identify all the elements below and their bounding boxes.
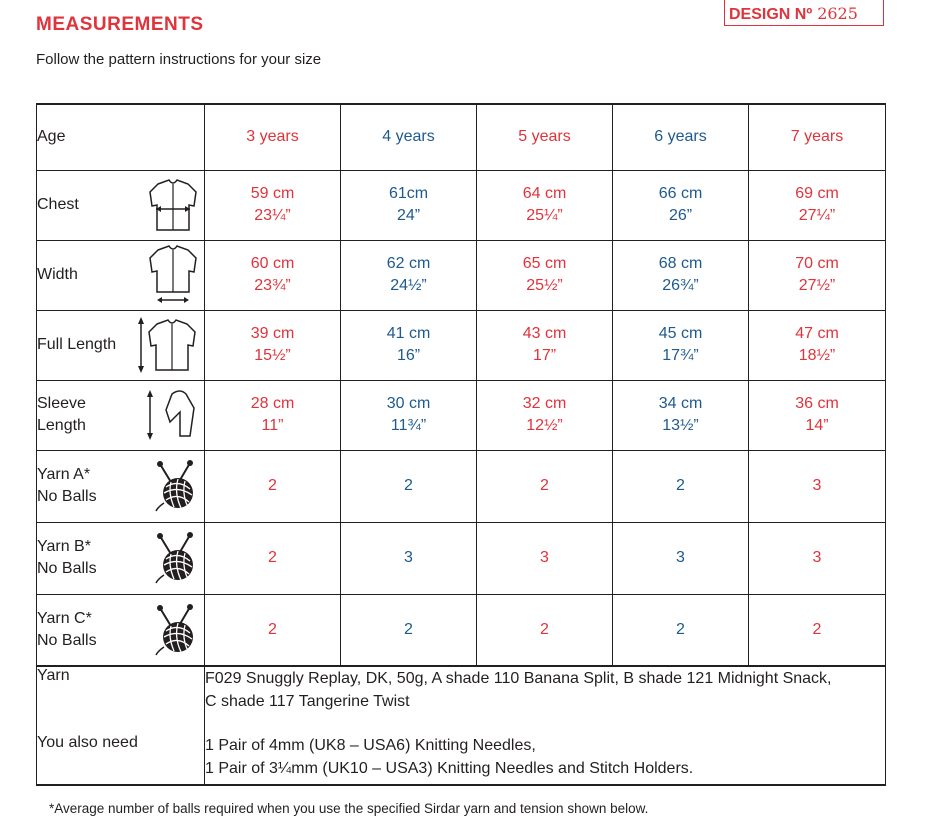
yarn-count-cell: 3 bbox=[749, 450, 886, 522]
measure-cell: 69 cm 27¼” bbox=[749, 170, 886, 240]
sleeve-length-row bbox=[37, 380, 886, 450]
full-length-row bbox=[37, 310, 886, 380]
yarn-count-cell: 2 bbox=[205, 594, 341, 666]
yarn-count-cell: 2 bbox=[205, 522, 341, 594]
row-label: Chest bbox=[37, 196, 79, 213]
measure-cell: 64 cm 25¼” bbox=[477, 170, 613, 240]
yarn-c-label-cell bbox=[37, 594, 205, 666]
measurements-table bbox=[36, 103, 886, 786]
row-label: Width bbox=[37, 266, 78, 283]
yarn-count-cell: 2 bbox=[749, 594, 886, 666]
row-label: Full Length bbox=[37, 336, 117, 353]
measure-cell: 32 cm 12½” bbox=[477, 380, 613, 450]
page-title: MEASUREMENTS bbox=[36, 14, 204, 35]
measure-cell: 28 cm 11” bbox=[205, 380, 341, 450]
footnote: *Average number of balls required when you use the specified Sirdar yarn and tension shown below. bbox=[49, 801, 649, 816]
yarn-count-cell: 2 bbox=[341, 594, 477, 666]
row-label: Yarn A* No Balls bbox=[37, 466, 97, 505]
full-length-label-cell bbox=[37, 310, 205, 380]
yarn-count-cell: 3 bbox=[749, 522, 886, 594]
yarn-count-cell: 3 bbox=[613, 522, 749, 594]
yarn-a-label-cell bbox=[37, 450, 205, 522]
measure-cell: 47 cm 18½” bbox=[749, 310, 886, 380]
yarn-count-cell: 3 bbox=[477, 522, 613, 594]
yarn-b-label-cell bbox=[37, 522, 205, 594]
yarn-count-cell: 3 bbox=[341, 522, 477, 594]
yarn-count-cell: 2 bbox=[341, 450, 477, 522]
measure-cell: 65 cm 25½” bbox=[477, 240, 613, 310]
yarn-ball-icon bbox=[154, 603, 198, 657]
also-need-row bbox=[37, 724, 886, 785]
yarn-count-cell: 2 bbox=[613, 594, 749, 666]
yarn-count-cell: 2 bbox=[205, 450, 341, 522]
yarn-count-cell: 2 bbox=[477, 450, 613, 522]
width-cardigan-icon bbox=[148, 244, 198, 306]
yarn-count-cell: 2 bbox=[477, 594, 613, 666]
measure-cell: 60 cm 23¾” bbox=[205, 240, 341, 310]
measure-cell: 36 cm 14” bbox=[749, 380, 886, 450]
size-header: 6 years bbox=[613, 104, 749, 170]
yarn-info-row bbox=[37, 666, 886, 724]
age-label: Age bbox=[37, 104, 205, 170]
yarn-c-row bbox=[37, 594, 886, 666]
yarn-a-row bbox=[37, 450, 886, 522]
row-label: Yarn C* No Balls bbox=[37, 609, 97, 649]
size-header: 5 years bbox=[477, 104, 613, 170]
full-length-cardigan-icon bbox=[136, 314, 198, 376]
measure-cell: 68 cm 26¾” bbox=[613, 240, 749, 310]
measure-cell: 41 cm 16” bbox=[341, 310, 477, 380]
size-header: 3 years bbox=[205, 104, 341, 170]
width-label-cell bbox=[37, 240, 205, 310]
yarn-b-row bbox=[37, 522, 886, 594]
measure-cell: 43 cm 17” bbox=[477, 310, 613, 380]
design-label: DESIGN Nº bbox=[729, 6, 813, 23]
width-row bbox=[37, 240, 886, 310]
measure-cell: 30 cm 11¾” bbox=[341, 380, 477, 450]
size-header: 7 years bbox=[749, 104, 886, 170]
measure-cell: 34 cm 13½” bbox=[613, 380, 749, 450]
chest-label-cell bbox=[37, 170, 205, 240]
subtitle: Follow the pattern instructions for your size bbox=[36, 51, 322, 68]
sleeve-length-icon bbox=[142, 386, 198, 444]
measure-cell: 61cm 24” bbox=[341, 170, 477, 240]
yarn-info-text: F029 Snuggly Replay, DK, 50g, A shade 110 Banana Split, B shade 121 Midnight Snack, C shade 117 Tangerine Twist bbox=[205, 666, 886, 724]
also-need-text: 1 Pair of 4mm (UK8 – USA6) Knitting Needles, 1 Pair of 3¼mm (UK10 – USA3) Knitting Needles and Stitch Holders. bbox=[205, 724, 886, 785]
yarn-count-cell: 2 bbox=[613, 450, 749, 522]
measure-cell: 70 cm 27½” bbox=[749, 240, 886, 310]
row-label: Yarn B* No Balls bbox=[37, 538, 97, 577]
yarn-info-label: Yarn bbox=[37, 666, 205, 724]
also-need-label: You also need bbox=[37, 724, 205, 785]
age-row bbox=[37, 104, 886, 170]
design-number-box bbox=[724, 0, 884, 26]
measure-cell: 45 cm 17¾” bbox=[613, 310, 749, 380]
chest-cardigan-icon bbox=[148, 176, 198, 234]
measure-cell: 66 cm 26” bbox=[613, 170, 749, 240]
row-label: Sleeve Length bbox=[37, 395, 86, 434]
yarn-ball-icon bbox=[154, 459, 198, 513]
measure-cell: 62 cm 24½” bbox=[341, 240, 477, 310]
measure-cell: 39 cm 15½” bbox=[205, 310, 341, 380]
design-number: 2625 bbox=[817, 4, 858, 23]
chest-row bbox=[37, 170, 886, 240]
measure-cell: 59 cm 23¼” bbox=[205, 170, 341, 240]
size-header: 4 years bbox=[341, 104, 477, 170]
yarn-ball-icon bbox=[154, 531, 198, 585]
sleeve-length-label-cell bbox=[37, 380, 205, 450]
